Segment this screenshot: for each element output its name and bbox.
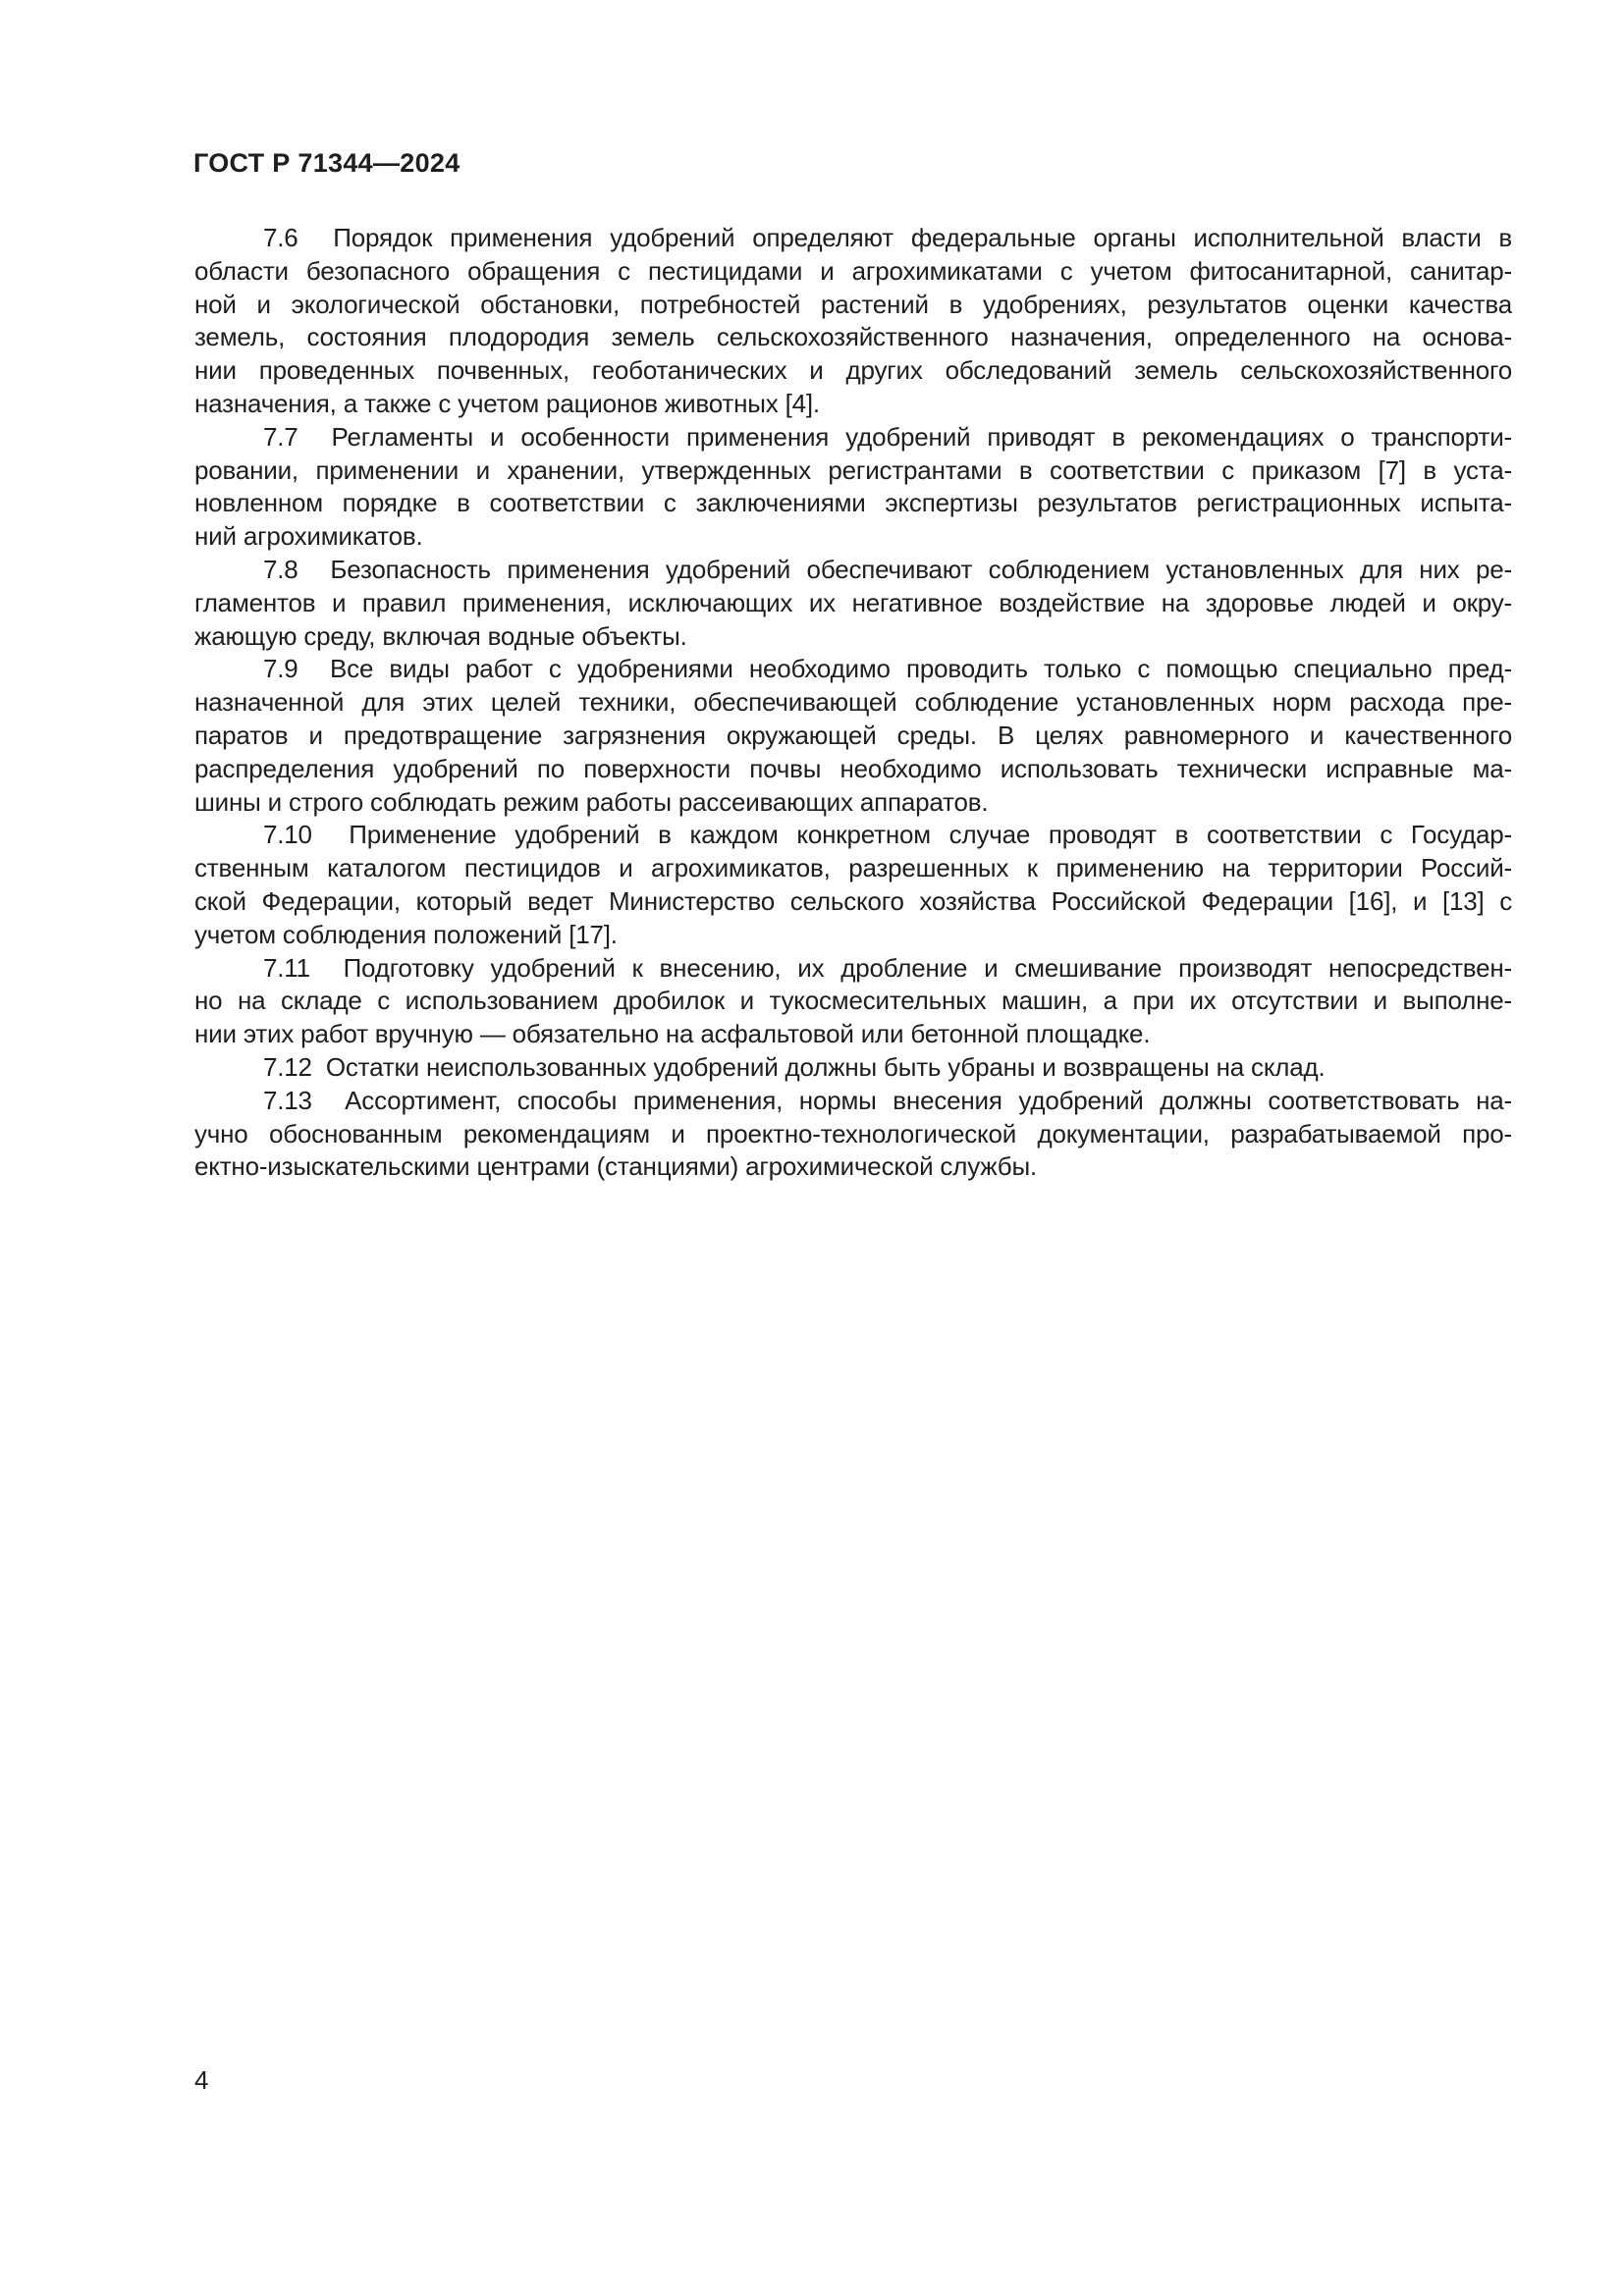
- paragraph-7.8: [194, 554, 1512, 653]
- text-line: 7.9 Все виды работ с удобрениями необходимо проводить только с помощью специально пред-: [263, 654, 1512, 684]
- text-line: ной и экологической обстановки, потребностей растений в удобрениях, результатов оценки качества: [194, 289, 1512, 319]
- text-line: гламентов и правил применения, исключающих их негативное воздействие на здоровье людей и окру-: [194, 587, 1512, 617]
- text-line: но на складе с использованием дробилок и тукосмесительных машин, а при их отсутствии и выполне-: [194, 986, 1512, 1016]
- text-line: 7.8 Безопасность применения удобрений обеспечивают соблюдением установленных для них ре-: [263, 554, 1512, 584]
- text-line: 7.7 Регламенты и особенности применения удобрений приводят в рекомендациях о транспорти-: [263, 421, 1512, 452]
- text-line: 7.11 Подготовку удобрений к внесению, их дробление и смешивание производят непосредствен-: [263, 952, 1512, 983]
- text-line: паратов и предотвращение загрязнения окружающей среды. В целях равномерного и качественного: [194, 720, 1512, 750]
- text-line: новленном порядке в соответствии с заключениями экспертизы результатов регистрационных испыта-: [194, 488, 1512, 518]
- text-line: назначения, а также с учетом рационов животных [4].: [194, 388, 820, 418]
- text-line: области безопасного обращения с пестицидами и агрохимикатами с учетом фитосанитарной, санитар-: [194, 255, 1512, 286]
- page-number: 4: [194, 2065, 209, 2095]
- text-line: земель, состояния плодородия земель сельскохозяйственного назначения, определенного на основа-: [194, 322, 1512, 352]
- text-line: ектно-изыскательскими центрами (станциями) агрохимической службы.: [194, 1151, 1037, 1182]
- paragraph-7.11: [194, 952, 1512, 1051]
- paragraph-7.10: [194, 819, 1512, 951]
- paragraph-7.12: [194, 1051, 1512, 1085]
- text-line: ственным каталогом пестицидов и агрохимикатов, разрешенных к применению на территории Россий-: [194, 853, 1512, 883]
- paragraph-7.6: [194, 222, 1512, 421]
- text-line: 7.10 Применение удобрений в каждом конкретном случае проводят в соответствии с Государ-: [263, 820, 1512, 850]
- text-line: 7.6 Порядок применения удобрений определяют федеральные органы исполнительной власти в: [263, 223, 1512, 252]
- text-line: 7.12 Остатки неиспользованных удобрений должны быть убраны и возвращены на склад.: [263, 1051, 1326, 1082]
- paragraph-7.9: [194, 653, 1512, 819]
- paragraph-7.13: [194, 1085, 1512, 1184]
- text-line: ской Федерации, который ведет Министерство сельского хозяйства Российской Федерации [16], и [13] с: [194, 885, 1512, 916]
- text-line: ний агрохимикатов.: [194, 521, 423, 552]
- text-line: учетом соблюдения положений [17].: [194, 919, 618, 949]
- text-line: распределения удобрений по поверхности почвы необходимо использовать технически исправные ма-: [194, 753, 1512, 783]
- paragraph-7.7: [194, 421, 1512, 554]
- text-line: ровании, применении и хранении, утвержденных регистрантами в соответствии с приказом [7] в уста-: [194, 454, 1512, 485]
- text-line: жающую среду, включая водные объекты.: [194, 620, 687, 651]
- document-body: [194, 222, 1512, 1184]
- text-line: нии проведенных почвенных, геоботанических и других обследований земель сельскохозяйственного: [194, 355, 1512, 386]
- text-line: учно обоснованным рекомендациям и проектно-технологической документации, разрабатываемой про-: [194, 1118, 1512, 1148]
- text-line: нии этих работ вручную — обязательно на асфальтовой или бетонной площадке.: [194, 1019, 1151, 1049]
- text-line: назначенной для этих целей техники, обеспечивающей соблюдение установленных норм расхода пре-: [194, 687, 1512, 718]
- text-line: шины и строго соблюдать режим работы рассеивающих аппаратов.: [194, 786, 989, 817]
- text-line: 7.13 Ассортимент, способы применения, нормы внесения удобрений должны соответствовать на-: [263, 1085, 1512, 1115]
- document-code-header: ГОСТ Р 71344—2024: [193, 148, 460, 178]
